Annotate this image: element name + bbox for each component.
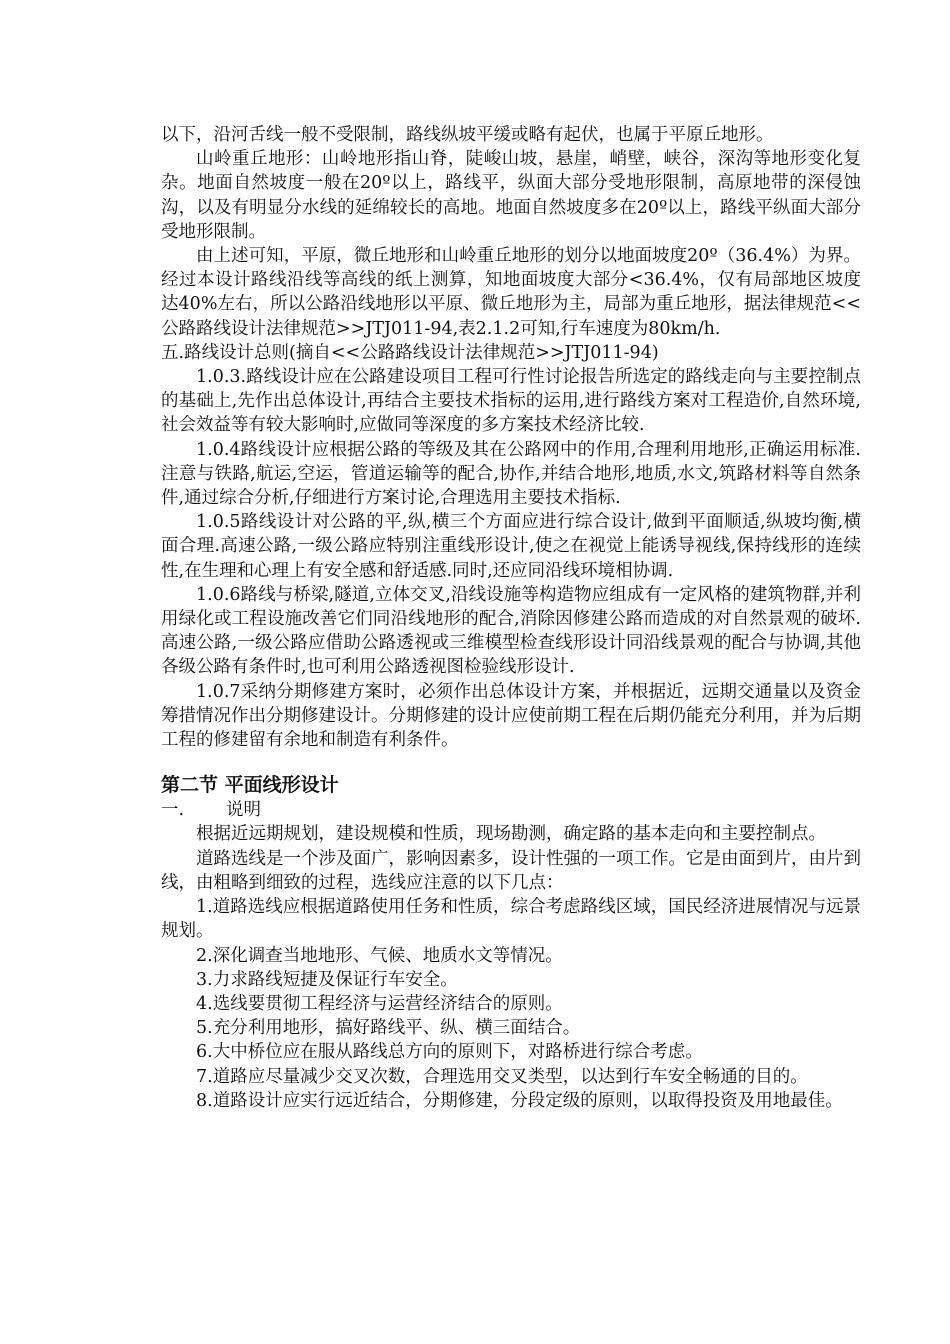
list-item: 1.道路选线应根据道路使用任务和性质，综合考虑路线区域，国民经济进展情况与远景规划。 (161, 897, 861, 942)
paragraph-route-selection: 道路选线是一个涉及面广，影响因素多，设计性强的一项工作。它是由面到片，由片到线，由粗略到细致的过程，选线应注意的以下几点： (161, 848, 861, 893)
rule-1-0-6: 1.0.6路线与桥梁,隧道,立体交叉,沿线设施等构造物应组成有一定风格的建筑物群,并利用绿化或工程设施改善它们同沿线地形的配合,消除因修建公路而造成的对自然景观的破坏.高速公路,一级公路应借助公路透视或三维模型检查线形设计同沿线景观的配合与协调,其他各级公路有条件时,也可利用公路透视图检验线形设计. (161, 584, 861, 678)
list-item: 6.大中桥位应在服从路线总方向的原则下，对路桥进行综合考虑。 (196, 1042, 703, 1063)
paragraph-terrain-conclusion: 由上述可知，平原，微丘地形和山岭重丘地形的划分以地面坡度20º（36.4%）为界。经过本设计路线沿线等高线的纸上测算，知地面坡度大部分<36.4%，仅有局部地区坡度达40%左右，所以公路沿线地形以平原、微丘地形为主，局部为重丘地形，据法律规范<<公路路线设计法律规范>>JTJ011-94,表2.1.2可知,行车速度为80km/h. (161, 246, 861, 339)
rule-1-0-7: 1.0.7采纳分期修建方案时，必须作出总体设计方案，并根据近，远期交通量以及资金筹措情况作出分期修建设计。分期修建的设计应使前期工程在后期仍能充分利用，并为后期工程的修建留有余地和制造有利条件。 (161, 681, 861, 751)
paragraph-planning: 根据近远期规划，建设规模和性质，现场勘测，确定路的基本走向和主要控制点。 (196, 824, 826, 845)
paragraph-mountain-terrain: 山岭重丘地形：山岭地形指山脊，陡峻山坡，悬崖，峭壁，峡谷，深沟等地形变化复杂。地面自然坡度一般在20º以上，路线平，纵面大部分受地形限制，高原地带的深侵蚀沟，以及有明显分水线的延绵较长的高地。地面自然坡度多在20º以上，路线平纵面大部分受地形限制。 (161, 149, 861, 242)
list-item: 7.道路应尽量减少交叉次数，合理选用交叉类型，以达到行车安全畅通的目的。 (196, 1066, 808, 1087)
document-page (161, 123, 861, 1113)
subsection-heading (161, 798, 861, 822)
list-item: 3.力求路线短捷及保证行车安全。 (196, 969, 458, 990)
list-item: 4.选线要贯彻工程经济与运营经济结合的原则。 (196, 993, 563, 1014)
heading-design-principles: 五.路线设计总则(摘自<<公路路线设计法律规范>>JTJ011-94) (161, 342, 659, 363)
list-item: 2.深化调查当地地形、气候、地质水文等情况。 (196, 945, 563, 966)
paragraph-terrain-continued: 以下，沿河舌线一般不受限制，路线纵坡平缓或略有起伏，也属于平原丘地形。 (161, 125, 774, 145)
list-item: 8.道路设计应实行远近结合，分期修建，分段定级的原则，以取得投资及用地最佳。 (196, 1090, 843, 1111)
subsection-label: 说明 (226, 800, 261, 821)
list-item: 5.充分利用地形，搞好路线平、纵、横三面结合。 (196, 1018, 581, 1039)
section-title: 第二节 平面线形设计 (161, 774, 339, 797)
rule-1-0-3: 1.0.3.路线设计应在公路建设项目工程可行性讨论报告所选定的路线走向与主要控制点的基础上,先作出总体设计,再结合主要技术指标的运用,进行路线方案对工程造价,自然环境,社会效益等有较大影响时,应做同等深度的多方案技术经济比较. (161, 367, 861, 436)
subsection-number: 一. (161, 800, 185, 821)
rule-1-0-5: 1.0.5路线设计对公路的平,纵,横三个方面应进行综合设计,做到平面顺适,纵坡均衡,横面合理.高速公路,一级公路应特别注重线形设计,使之在视觉上能诱导视线,保持线形的连续性,在生理和心理上有安全感和舒适感.同时,还应同沿线环境相协调. (161, 512, 861, 581)
rule-1-0-4: 1.0.4路线设计应根据公路的等级及其在公路网中的作用,合理利用地形,正确运用标准.注意与铁路,航运,空运，管道运输等的配合,协作,并结合地形,地质,水文,筑路材料等自然条件,通过综合分析,仔细进行方案讨论,合理选用主要技术指标. (161, 439, 861, 509)
